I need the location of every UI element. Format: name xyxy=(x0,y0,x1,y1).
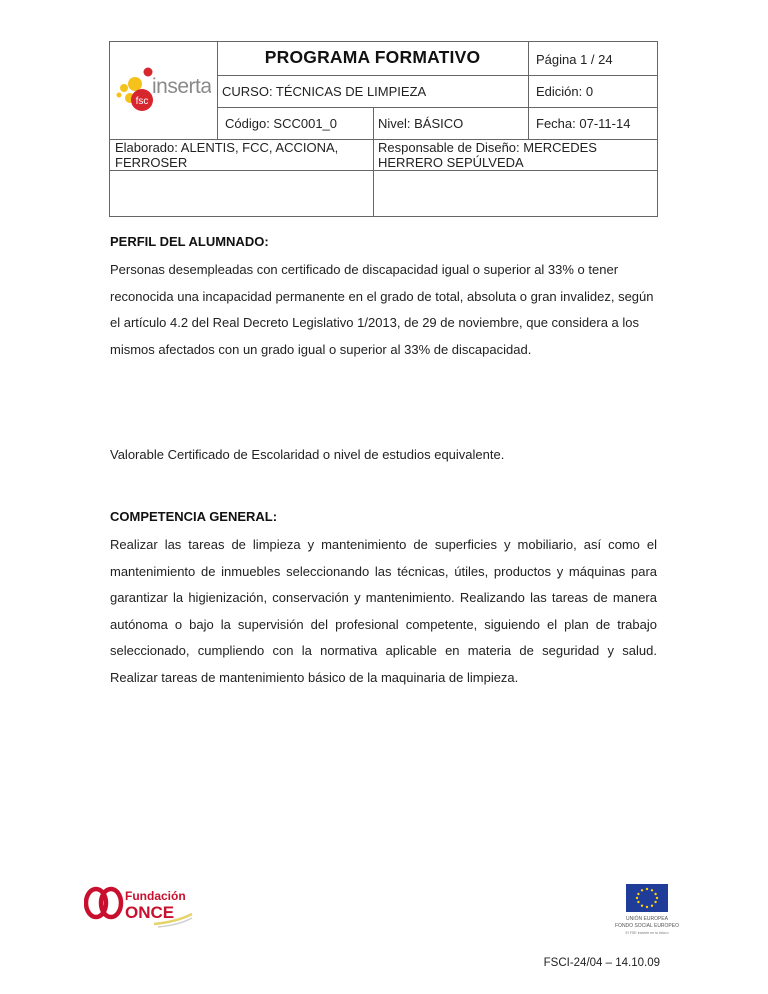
eu-flag-icon xyxy=(596,884,696,940)
edition: Edición: 0 xyxy=(536,84,594,99)
svg-text:UNIÓN EUROPEA: UNIÓN EUROPEA xyxy=(626,916,668,922)
course-level: Nivel: BÁSICO xyxy=(378,116,464,131)
design-responsible: Responsable de Diseño: MERCEDES HERRERO SEPÚLVEDA xyxy=(378,140,597,170)
perfil-paragraph-2: Valorable Certificado de Escolaridad o nivel de estudios equivalente. xyxy=(110,447,505,462)
eu-fse-logo xyxy=(596,884,696,940)
inserta-logo xyxy=(115,64,211,116)
fundacion-once-logo xyxy=(84,884,194,932)
competencia-paragraph: Realizar las tareas de limpieza y mantenimiento de superficies y mobiliario, así como el mantenimiento de inmuebles seleccionando las técnicas, útiles, productos y máquinas para garantizar la higienización, conservación y mantenimiento. Realizando las tareas de manera autónoma o bajo la supervisión del profesional competente, siguiendo el plan de trabajo seleccionado, cumpliendo con la normativa aplicable en materia de seguridad y salud. Realizar tareas de mantenimiento básico de la maquinaria de limpieza. xyxy=(110,537,657,685)
course-date: Fecha: 07-11-14 xyxy=(536,116,631,131)
svg-text:ONCE: ONCE xyxy=(125,903,175,922)
elaborated-by: Elaborado: ALENTIS, FCC, ACCIONA, FERROSER xyxy=(115,140,339,170)
program-title: PROGRAMA FORMATIVO xyxy=(264,47,481,67)
section-heading-competencia: COMPETENCIA GENERAL: xyxy=(110,509,278,524)
svg-text:Fundación: Fundación xyxy=(125,889,186,903)
divider xyxy=(110,170,658,171)
course-name: CURSO: TÉCNICAS DE LIMPIEZA xyxy=(222,84,427,99)
document-code: FSCI-24/04 – 14.10.09 xyxy=(543,957,660,969)
svg-text:El FSE invierte en tu futuro: El FSE invierte en tu futuro xyxy=(625,931,669,935)
svg-text:inserta: inserta xyxy=(152,75,211,98)
course-code: Código: SCC001_0 xyxy=(225,116,338,131)
svg-text:fsc: fsc xyxy=(135,96,149,107)
section-heading-perfil: PERFIL DEL ALUMNADO: xyxy=(110,234,269,249)
once-logo-icon xyxy=(84,884,194,932)
svg-text:FONDO SOCIAL EUROPEO: FONDO SOCIAL EUROPEO xyxy=(615,923,679,929)
page-number: Página 1 / 24 xyxy=(536,52,613,67)
header-table xyxy=(109,41,658,217)
perfil-paragraph: Personas desempleadas con certificado de discapacidad igual o superior al 33% o tener reconocida una incapacidad permanente en el grado de total, absoluta o gran invalidez, según el artículo 4.2 del Real Decreto Legislativo 1/2013, de 29 de noviembre, que considera a los mismos afectados con un grado igual o superior al 33% de discapacidad. xyxy=(110,262,654,357)
inserta-logo-icon xyxy=(115,64,211,116)
